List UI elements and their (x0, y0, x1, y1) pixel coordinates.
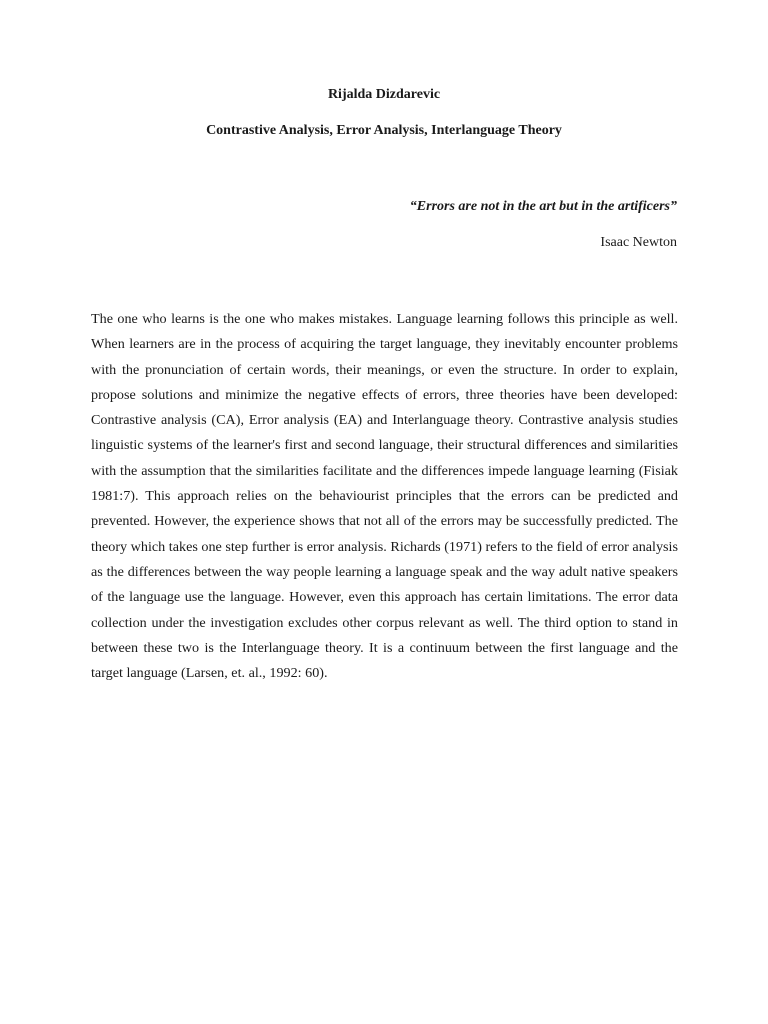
body-paragraph: The one who learns is the one who makes mistakes. Language learning follows this principle as well. When learners are in the process of acquiring the target language, they inevitably encounter problems with the pronunciation of certain words, their meanings, or even the structure. In order to explain, propose solutions and minimize the negative effects of errors, three theories have been developed: Contrastive analysis (CA), Error analysis (EA) and Interlanguage theory. Contrastive analysis studies linguistic systems of the learner's first and second language, their structural differences and similarities with the assumption that the similarities facilitate and the differences impede language learning (Fisiak 1981:7). This approach relies on the behaviourist principles that the errors can be predicted and prevented. However, the experience shows that not all of the errors may be successfully predicted. The theory which takes one step further is error analysis. Richards (1971) refers to the field of error analysis as the differences between the way people learning a language speak and the way adult native speakers of the language use the language. However, even this approach has certain limitations. The error data collection under the investigation excludes other corpus relevant as well. The third option to stand in between these two is the Interlanguage theory. It is a continuum between the first language and the target language (Larsen, et. al., 1992: 60). (91, 311, 678, 682)
epigraph-attribution: Isaac Newton (600, 235, 677, 250)
document-title: Contrastive Analysis, Error Analysis, Interlanguage Theory (206, 123, 562, 138)
epigraph-quote: “Errors are not in the art but in the artificers” (409, 199, 677, 214)
author-name: Rijalda Dizdarevic (327, 87, 441, 102)
